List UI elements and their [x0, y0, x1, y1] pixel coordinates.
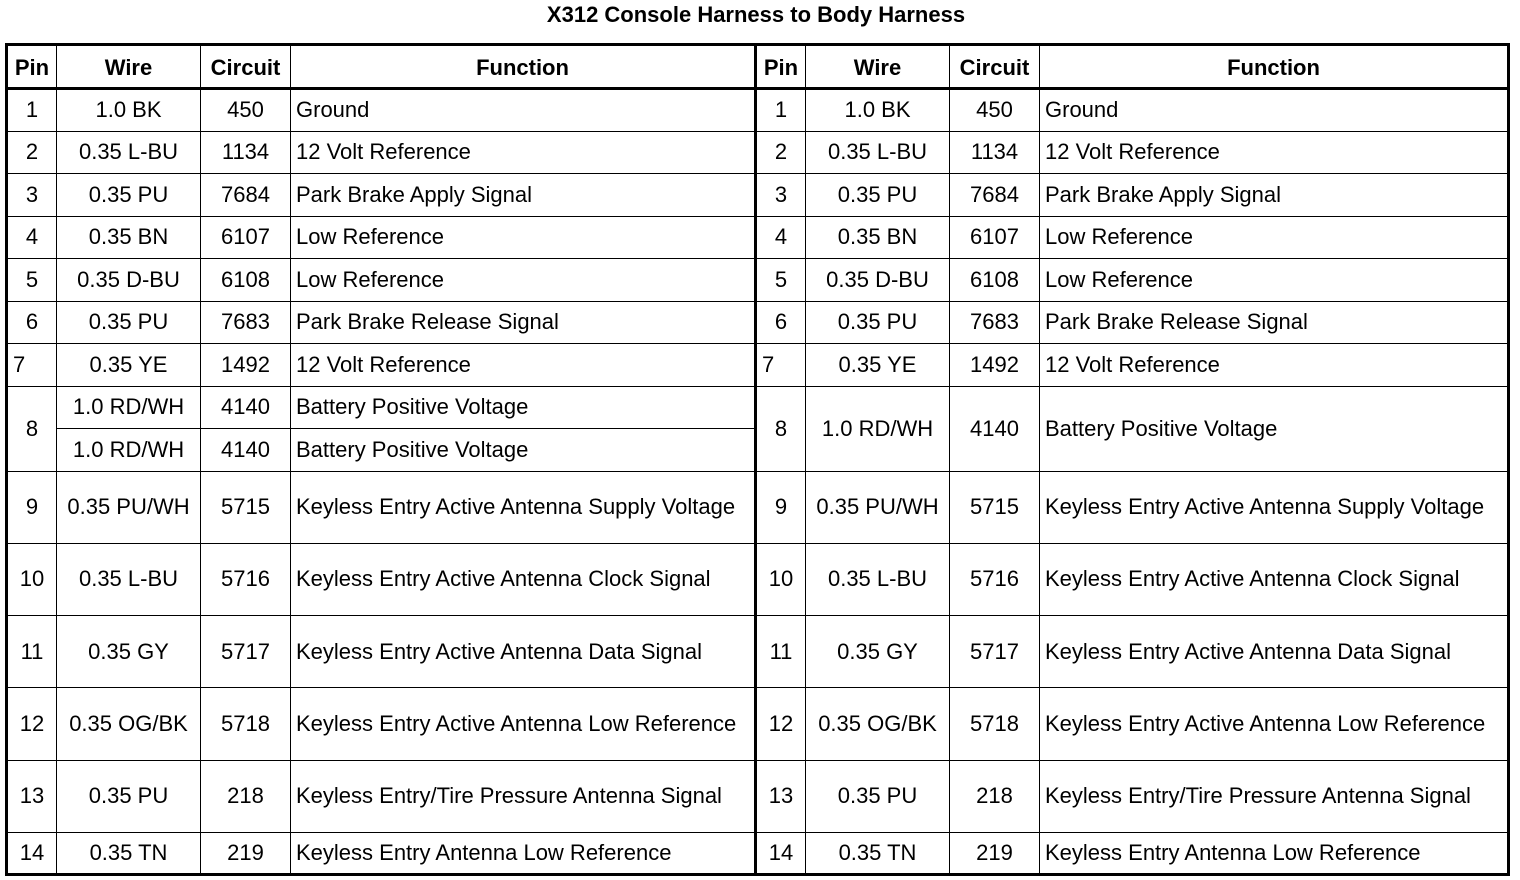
table-row: [7, 471, 1509, 543]
table-row: [7, 386, 1509, 429]
function-cell: Battery Positive Voltage: [291, 429, 756, 472]
wire-cell: 0.35 OG/BK: [806, 688, 950, 760]
table-row: [7, 688, 1509, 760]
table-title: X312 Console Harness to Body Harness: [546, 2, 966, 27]
pinout-table: [5, 43, 1510, 876]
function-cell: 12 Volt Reference: [1040, 344, 1509, 387]
function-cell: Ground: [1040, 89, 1509, 132]
wire-cell: 1.0 BK: [806, 89, 950, 132]
wire-cell: 1.0 RD/WH: [57, 429, 201, 472]
table-row: [7, 259, 1509, 302]
circuit-cell: 5717: [201, 616, 291, 688]
pin-cell: 8: [756, 386, 806, 471]
header-function: Function: [1040, 45, 1509, 89]
circuit-cell: 7683: [950, 301, 1040, 344]
circuit-cell: 450: [950, 89, 1040, 132]
table-row: [7, 760, 1509, 832]
function-cell: Keyless Entry Active Antenna Low Reference: [1040, 688, 1509, 760]
circuit-cell: 4140: [950, 386, 1040, 471]
pin-cell: 7: [7, 344, 57, 387]
header-circuit: Circuit: [201, 45, 291, 89]
pin-cell: 13: [7, 760, 57, 832]
wire-cell: 0.35 TN: [57, 832, 201, 874]
header-pin: Pin: [7, 45, 57, 89]
pin-cell: 5: [756, 259, 806, 302]
pin-cell: 14: [7, 832, 57, 874]
function-cell: Park Brake Release Signal: [1040, 301, 1509, 344]
circuit-cell: 7684: [950, 174, 1040, 217]
wire-cell: 0.35 PU/WH: [57, 471, 201, 543]
wire-cell: 0.35 GY: [806, 616, 950, 688]
pin-cell: 3: [756, 174, 806, 217]
function-cell: Low Reference: [291, 216, 756, 259]
pin-cell: 3: [7, 174, 57, 217]
wire-cell: 0.35 PU: [57, 301, 201, 344]
circuit-cell: 6108: [950, 259, 1040, 302]
header-row: [7, 45, 1509, 89]
function-cell: Low Reference: [1040, 216, 1509, 259]
wire-cell: 0.35 L-BU: [57, 131, 201, 174]
function-cell: Keyless Entry Active Antenna Clock Signal: [291, 543, 756, 615]
pin-cell: 13: [756, 760, 806, 832]
wire-cell: 1.0 RD/WH: [806, 386, 950, 471]
table-row: [7, 131, 1509, 174]
circuit-cell: 6108: [201, 259, 291, 302]
pin-cell: 8: [7, 386, 57, 471]
pin-cell: 2: [756, 131, 806, 174]
function-cell: 12 Volt Reference: [1040, 131, 1509, 174]
circuit-cell: 1492: [201, 344, 291, 387]
circuit-cell: 4140: [201, 386, 291, 429]
function-cell: Ground: [291, 89, 756, 132]
pin-cell: 9: [7, 471, 57, 543]
function-cell: Keyless Entry Active Antenna Supply Voltage: [1040, 471, 1509, 543]
function-cell: Keyless Entry Active Antenna Supply Voltage: [291, 471, 756, 543]
table-row: [7, 543, 1509, 615]
header-function: Function: [291, 45, 756, 89]
circuit-cell: 5716: [950, 543, 1040, 615]
circuit-cell: 1492: [950, 344, 1040, 387]
circuit-cell: 1134: [950, 131, 1040, 174]
wire-cell: 0.35 PU: [806, 174, 950, 217]
function-cell: Battery Positive Voltage: [1040, 386, 1509, 471]
circuit-cell: 218: [950, 760, 1040, 832]
circuit-cell: 4140: [201, 429, 291, 472]
function-cell: Keyless Entry/Tire Pressure Antenna Signal: [291, 760, 756, 832]
table-row: [7, 301, 1509, 344]
wire-cell: 0.35 PU: [806, 301, 950, 344]
table-row: [7, 616, 1509, 688]
pin-cell: 10: [756, 543, 806, 615]
function-cell: Keyless Entry Antenna Low Reference: [291, 832, 756, 874]
function-cell: Keyless Entry Active Antenna Clock Signal: [1040, 543, 1509, 615]
function-cell: Keyless Entry Antenna Low Reference: [1040, 832, 1509, 874]
function-cell: Park Brake Apply Signal: [291, 174, 756, 217]
circuit-cell: 5715: [950, 471, 1040, 543]
wire-cell: 0.35 TN: [806, 832, 950, 874]
pin-cell: 9: [756, 471, 806, 543]
wire-cell: 0.35 D-BU: [57, 259, 201, 302]
table-row: [7, 89, 1509, 132]
wire-cell: 0.35 PU: [57, 174, 201, 217]
pin-cell: 6: [7, 301, 57, 344]
wire-cell: 0.35 YE: [806, 344, 950, 387]
wire-cell: 0.35 GY: [57, 616, 201, 688]
wire-cell: 1.0 BK: [57, 89, 201, 132]
table-row: [7, 216, 1509, 259]
function-cell: Park Brake Apply Signal: [1040, 174, 1509, 217]
table-row: [7, 344, 1509, 387]
function-cell: Battery Positive Voltage: [291, 386, 756, 429]
circuit-cell: 5716: [201, 543, 291, 615]
wire-cell: 0.35 PU/WH: [806, 471, 950, 543]
pin-cell: 1: [756, 89, 806, 132]
circuit-cell: 7683: [201, 301, 291, 344]
table-row: [7, 832, 1509, 874]
wire-cell: 0.35 OG/BK: [57, 688, 201, 760]
function-cell: 12 Volt Reference: [291, 131, 756, 174]
pin-cell: 12: [756, 688, 806, 760]
wire-cell: 0.35 BN: [806, 216, 950, 259]
circuit-cell: 450: [201, 89, 291, 132]
pin-cell: 11: [756, 616, 806, 688]
pin-cell: 4: [7, 216, 57, 259]
pin-cell: 10: [7, 543, 57, 615]
wire-cell: 0.35 D-BU: [806, 259, 950, 302]
circuit-cell: 7684: [201, 174, 291, 217]
pin-cell: 11: [7, 616, 57, 688]
pin-cell: 6: [756, 301, 806, 344]
circuit-cell: 5718: [950, 688, 1040, 760]
function-cell: Low Reference: [291, 259, 756, 302]
wire-cell: 0.35 L-BU: [806, 543, 950, 615]
circuit-cell: 5718: [201, 688, 291, 760]
wire-cell: 0.35 YE: [57, 344, 201, 387]
wire-cell: 0.35 BN: [57, 216, 201, 259]
function-cell: Low Reference: [1040, 259, 1509, 302]
circuit-cell: 1134: [201, 131, 291, 174]
wire-cell: 0.35 L-BU: [57, 543, 201, 615]
function-cell: 12 Volt Reference: [291, 344, 756, 387]
circuit-cell: 5717: [950, 616, 1040, 688]
function-cell: Keyless Entry/Tire Pressure Antenna Signal: [1040, 760, 1509, 832]
pin-cell: 7: [756, 344, 806, 387]
pin-cell: 4: [756, 216, 806, 259]
pin-cell: 14: [756, 832, 806, 874]
table-row: [7, 174, 1509, 217]
header-circuit: Circuit: [950, 45, 1040, 89]
circuit-cell: 5715: [201, 471, 291, 543]
function-cell: Keyless Entry Active Antenna Data Signal: [291, 616, 756, 688]
wire-cell: 1.0 RD/WH: [57, 386, 201, 429]
circuit-cell: 6107: [201, 216, 291, 259]
function-cell: Park Brake Release Signal: [291, 301, 756, 344]
circuit-cell: 219: [950, 832, 1040, 874]
pin-cell: 1: [7, 89, 57, 132]
function-cell: Keyless Entry Active Antenna Low Reference: [291, 688, 756, 760]
header-wire: Wire: [806, 45, 950, 89]
wire-cell: 0.35 PU: [806, 760, 950, 832]
function-cell: Keyless Entry Active Antenna Data Signal: [1040, 616, 1509, 688]
wire-cell: 0.35 L-BU: [806, 131, 950, 174]
pin-cell: 12: [7, 688, 57, 760]
circuit-cell: 6107: [950, 216, 1040, 259]
wire-cell: 0.35 PU: [57, 760, 201, 832]
header-wire: Wire: [57, 45, 201, 89]
circuit-cell: 218: [201, 760, 291, 832]
pin-cell: 2: [7, 131, 57, 174]
header-pin: Pin: [756, 45, 806, 89]
circuit-cell: 219: [201, 832, 291, 874]
pin-cell: 5: [7, 259, 57, 302]
